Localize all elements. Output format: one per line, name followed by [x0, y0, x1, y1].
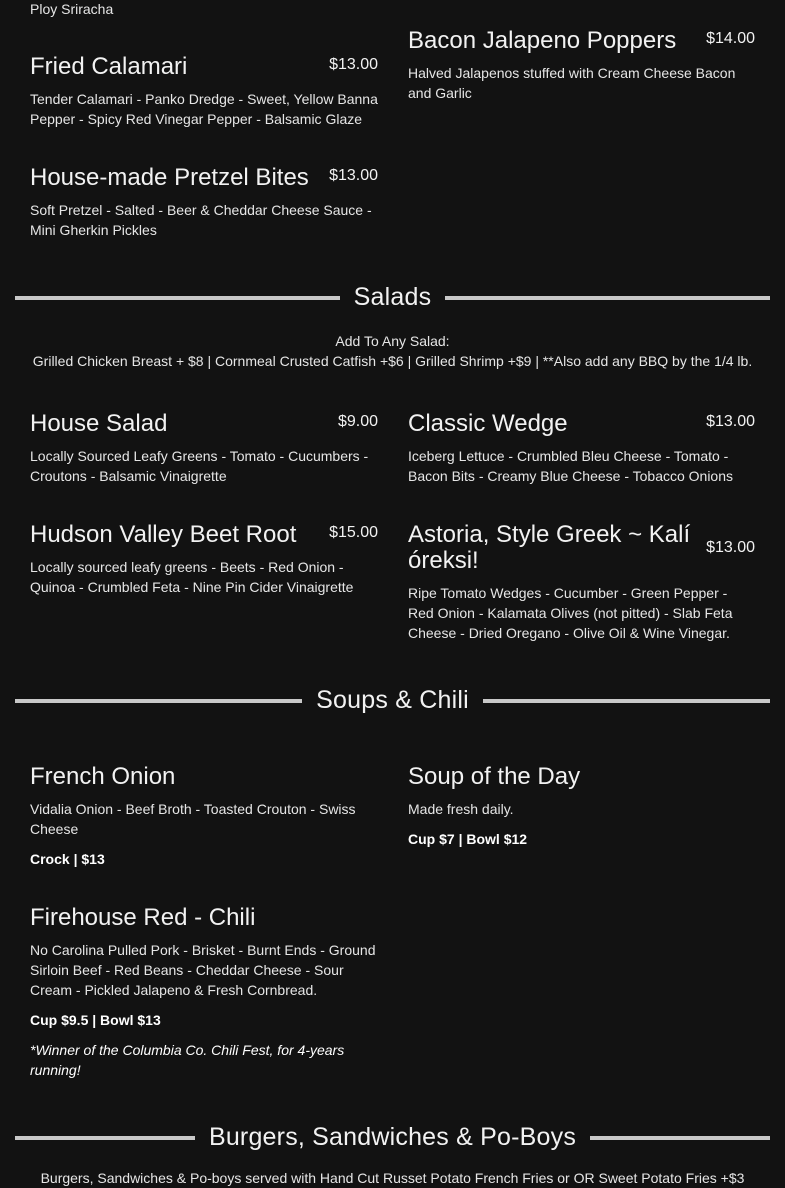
- award-note: *Winner of the Columbia Co. Chili Fest, for 4-years running!: [30, 1042, 345, 1078]
- item-price: $13.00: [329, 167, 378, 184]
- salad-addon-heading: Add To Any Salad:: [335, 333, 450, 349]
- menu-item-greek-salad: [408, 522, 755, 643]
- salad-addon-options: Grilled Chicken Breast + $8 | Cornmeal Crusted Catfish +$6 | Grilled Shrimp +$9 | **Also add any BBQ by the 1/4 lb.: [32, 353, 753, 369]
- item-title: Soup of the Day: [408, 763, 581, 790]
- item-price-options: Cup $9.5 | Bowl $13: [30, 1012, 161, 1028]
- item-price: $15.00: [329, 524, 378, 541]
- item-description: Halved Jalapenos stuffed with Cream Cheese Bacon and Garlic: [408, 65, 736, 101]
- item-price: $13.00: [329, 56, 378, 73]
- item-price: $13.00: [706, 539, 755, 556]
- item-price-options: Cup $7 | Bowl $12: [408, 831, 528, 847]
- item-title: Firehouse Red - Chili: [30, 904, 256, 931]
- item-title: French Onion: [30, 763, 176, 790]
- burgers-intro: Burgers, Sandwiches & Po-boys served with Hand Cut Russet Potato French Fries or OR Sweet Potato Fries +$3: [40, 1170, 745, 1186]
- item-price: $9.00: [337, 413, 378, 430]
- item-description: Tender Calamari - Panko Dredge - Sweet, Yellow Banna Pepper - Spicy Red Vinegar Pepper - Balsamic Glaze: [30, 91, 378, 127]
- section-title: Soups & Chili: [302, 686, 483, 714]
- item-title: Astoria, Style Greek ~ Kalí óreksi!: [408, 521, 691, 574]
- menu-item-fried-calamari: [30, 54, 378, 129]
- item-title: House Salad: [30, 410, 168, 437]
- item-description: Locally sourced leafy greens - Beets - Red Onion - Quinoa - Crumbled Feta - Nine Pin Cider Vinaigrette: [30, 559, 354, 595]
- item-price: $14.00: [706, 30, 755, 47]
- item-description: Soft Pretzel - Salted - Beer & Cheddar Cheese Sauce - Mini Gherkin Pickles: [30, 202, 372, 238]
- menu-item-house-salad: [30, 411, 378, 486]
- section-title: Burgers, Sandwiches & Po-Boys: [195, 1123, 590, 1151]
- menu-item-bacon-jalapeno-poppers: [408, 28, 755, 103]
- item-title: Hudson Valley Beet Root: [30, 521, 297, 548]
- section-header-burgers: [15, 1117, 770, 1157]
- menu-item-classic-wedge: [408, 411, 755, 486]
- menu-item-firehouse-chili: [30, 905, 378, 1080]
- menu-item-pretzel-bites: [30, 165, 378, 240]
- item-price-options: Crock | $13: [30, 851, 105, 867]
- section-header-soups: [15, 680, 770, 720]
- previous-item-description-fragment: Ploy Sriracha: [30, 1, 114, 17]
- item-description: Locally Sourced Leafy Greens - Tomato - Cucumbers - Croutons - Balsamic Vinaigrette: [30, 448, 369, 484]
- item-title: Classic Wedge: [408, 410, 568, 437]
- section-header-salads: [15, 277, 770, 317]
- item-title: House-made Pretzel Bites: [30, 164, 309, 191]
- menu-item-soup-of-the-day: [408, 764, 755, 849]
- menu-item-french-onion: [30, 764, 378, 869]
- item-description: Vidalia Onion - Beef Broth - Toasted Crouton - Swiss Cheese: [30, 801, 356, 837]
- item-price: $13.00: [706, 413, 755, 430]
- item-description: No Carolina Pulled Pork - Brisket - Burnt Ends - Ground Sirloin Beef - Red Beans - Cheddar Cheese - Sour Cream - Pickled Jalapeno & Fresh Cornbread.: [30, 942, 376, 998]
- item-description: Made fresh daily.: [408, 801, 514, 817]
- menu-item-beet-root: [30, 522, 378, 597]
- item-title: Fried Calamari: [30, 53, 188, 80]
- item-title: Bacon Jalapeno Poppers: [408, 27, 677, 54]
- item-description: Ripe Tomato Wedges - Cucumber - Green Pepper - Red Onion - Kalamata Olives (not pitted) - Slab Feta Cheese - Dried Oregano - Olive Oil & Wine Vinegar.: [408, 585, 733, 641]
- item-description: Iceberg Lettuce - Crumbled Bleu Cheese - Tomato - Bacon Bits - Creamy Blue Cheese - Tobacco Onions: [408, 448, 734, 484]
- section-title: Salads: [340, 283, 446, 311]
